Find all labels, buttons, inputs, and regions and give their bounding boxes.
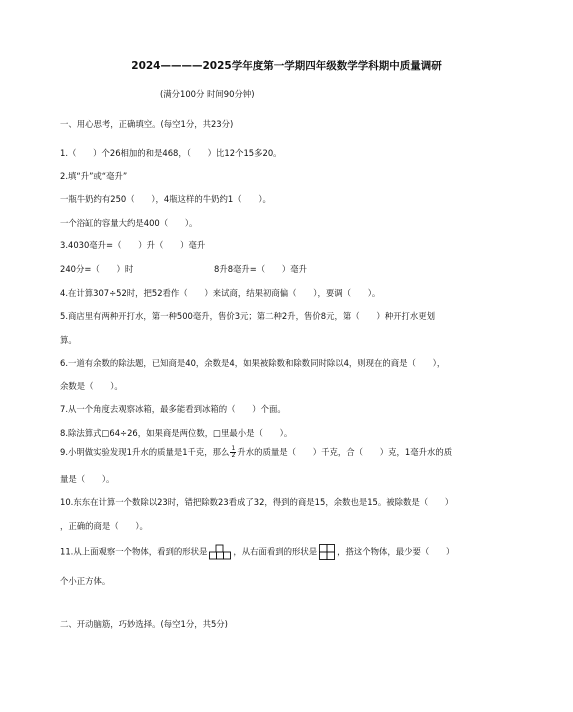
question-9b: 量是（ ）。	[60, 474, 115, 484]
top-view-shape-icon	[209, 544, 231, 560]
exam-subtitle: (满分100分 时间90分钟)	[160, 89, 255, 99]
question-10a: 10.东东在计算一个数除以23时，错把除数23看成了32，得到的商是15，余数也是15。被除数是（ ）	[60, 497, 454, 507]
question-7: 7.从一个角度去观察冰箱，最多能看到冰箱的（ ）个面。	[60, 404, 286, 414]
question-8: 8.除法算式□64÷26，如果商是两位数，□里最小是（ ）。	[60, 428, 293, 438]
question-5b: 算。	[60, 335, 77, 345]
question-6b: 余数是（ ）。	[60, 381, 123, 391]
question-3b-left: 240分=（ ）时	[60, 264, 134, 274]
question-10b: ，正确的商是（ ）。	[60, 521, 148, 531]
question-6a: 6.一道有余数的除法题，已知商是40，余数是4，如果被除数和除数同时除以4，则现在的商是（ ），	[60, 358, 446, 368]
question-2-heading: 2.填“升”或“毫升”	[60, 171, 128, 181]
question-5a: 5.商店里有两种开打水，第一种500毫升，售价3元；第二种2升，售价8元，第（ ）种开打水更划	[60, 311, 435, 321]
question-9-suffix: 升水的质量是（ ）千克，合（ ）克，1毫升水的质	[237, 447, 453, 457]
right-view-shape-icon	[319, 544, 335, 560]
exam-title: 2024————2025学年度第一学期四年级数学学科期中质量调研	[131, 60, 442, 72]
question-9a	[60, 446, 452, 459]
question-11-middle: ，从右面看到的形状是	[233, 546, 318, 557]
question-3a: 3.4030毫升=（ ）升（ ）毫升	[60, 240, 206, 250]
question-11b: 个小正方体。	[60, 576, 111, 586]
question-11a	[60, 544, 454, 560]
question-1: 1.（ ）个26相加的和是468，（ ）比12个15多20。	[60, 148, 282, 158]
section1-heading: 一、用心思考，正确填空。(每空1分，共23分)	[60, 119, 234, 129]
question-9-prefix: 9.小明做实验发现1升水的质量是1千克，那么	[60, 447, 230, 457]
question-4: 4.在计算307÷52时，把52看作（ ）来试商，结果初商偏（ ），要调（ ）。	[60, 288, 381, 298]
question-11-prefix: 11.从上面观察一个物体，看到的形状是	[60, 546, 208, 557]
fraction-numerator: 1	[231, 445, 236, 452]
question-3b-right: 8升8毫升=（ ）毫升	[214, 264, 308, 274]
section2-heading: 二、开动脑筋，巧妙选择。(每空1分，共5分)	[60, 619, 228, 629]
fraction-one-half	[230, 446, 236, 459]
question-2b: 一个浴缸的容量大约是400（ ）。	[60, 218, 198, 228]
fraction-denominator: 2	[231, 452, 236, 459]
question-11-suffix: ，搭这个物体，最少要（ ）	[337, 546, 455, 557]
question-2a: 一瓶牛奶约有250（ ），4瓶这样的牛奶约1（ ）。	[60, 194, 271, 204]
